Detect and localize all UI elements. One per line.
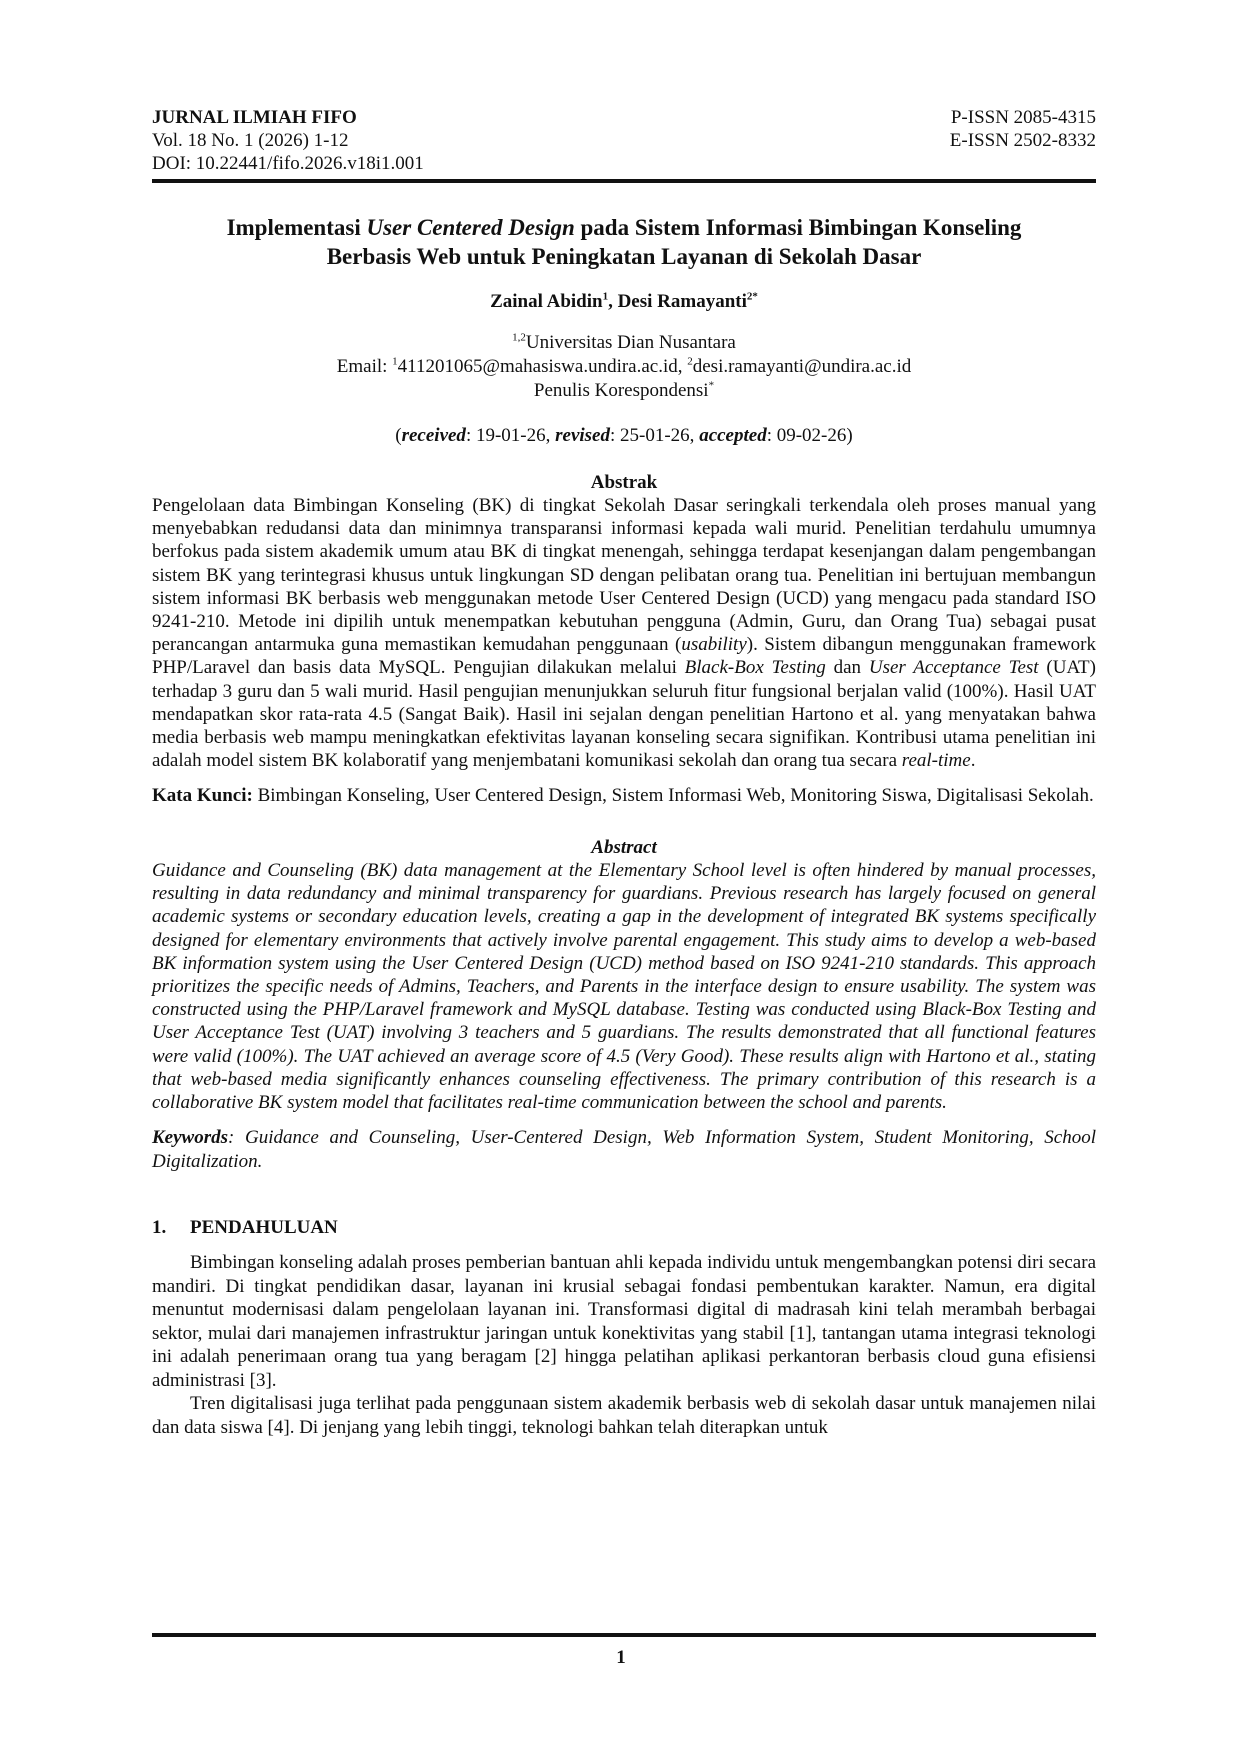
corresponding-note: Penulis Korespondensi* (533, 379, 715, 401)
affiliation-name: $^{1,2}$Universitas Dian Nusantara (512, 331, 736, 353)
page-number: 1 (616, 1647, 626, 1668)
intro-paragraph-1: Bimbingan konseling adalah proses pemberian bantuan ahli kepada individu untuk mengembangkan potensi diri secara mandiri. Di tingkat pendidikan dasar, layanan ini krusial sebagai fondasi pembentukan karakter. Namun, era digital menuntut modernisasi dalam pengelolaan layanan ini. Transformasi digital di madrasah kini telah merambah berbagai sektor, mulai dari manajemen infrastruktur jaringan untuk konektivitas yang stabil [1], tantangan utama integrasi teknologi ini adalah penerimaan orang tua yang beragam [2] hingga pelatihan aplikasi perkantoran berbasis cloud guna efisiensi administrasi [3]. (152, 1252, 1096, 1391)
journal-eissn: E-ISSN 2502-8332 (949, 130, 1096, 151)
kata-kunci: Kata Kunci: Bimbingan Konseling, User Centered Design, Sistem Informasi Web, Monitoring Siswa, Digitalisasi Sekolah. (152, 785, 1094, 807)
intro-paragraph-2: Tren digitalisasi juga terlihat pada penggunaan sistem akademik berbasis web di sekolah dasar untuk manajemen nilai dan data siswa [4]. Di jenjang yang lebih tinggi, teknologi bahkan telah diterapkan untuk (152, 1393, 1096, 1438)
journal-name: JURNAL ILMIAH FIFO (152, 107, 357, 128)
journal-volume: Vol. 18 No. 1 (2026) 1-12 (152, 130, 349, 151)
affiliation-block (152, 331, 1096, 403)
abstract-text: Guidance and Counseling (BK) data management at the Elementary School level is often hindered by manual processes, resulting in data redundancy and minimal transparency for guardians. Previous research has largely focused on general academic systems or secondary education levels, creating a gap in the development of integrated BK systems specifically designed for elementary environments that actively involve parental engagement. This study aims to develop a web-based BK information system using the User Centered Design (UCD) method based on ISO 9241-210 standards. This approach prioritizes the specific needs of Admins, Teachers, and Parents in the interface design to ensure usability. The system was constructed using the PHP/Laravel framework and MySQL database. Testing was conducted using Black-Box Testing and User Acceptance Test (UAT) involving 3 teachers and 5 guardians. The results demonstrated that all functional features were valid (100%). The UAT achieved an average score of 4.5 (Very Good). These results align with Hartono et al., stating that web-based media significantly enhances counseling effectiveness. The primary contribution of this research is a collaborative BK system model that facilitates real-time communication between the school and parents. (152, 859, 1096, 1113)
author-1: Zainal Abidin (490, 291, 603, 312)
paper-title: Implementasi User Centered Design pada Sistem Informasi Bimbingan Konseling Berbasis Web untuk Peningkatan Layanan di Sekolah Dasar (226, 215, 1022, 269)
journal-doi: DOI: 10.22441/fifo.2026.v18i1.001 (152, 153, 424, 174)
abstrak-text: Pengelolaan data Bimbingan Konseling (BK) di tingkat Sekolah Dasar seringkali terkendala oleh proses manual yang menyebabkan redudansi data dan minimnya transparansi informasi kepada wali murid. Penelitian terdahulu umumnya berfokus pada sistem akademik umum atau BK di tingkat menengah, sehingga terdapat kesenjangan dalam pengembangan sistem BK yang terintegrasi khusus untuk lingkungan SD dengan pelibatan orang tua. Penelitian ini bertujuan membangun sistem informasi BK berbasis web menggunakan metode User Centered Design (UCD) yang mengacu pada standard ISO 9241-210. Metode ini dipilih untuk menempatkan kebutuhan pengguna (Admin, Guru, dan Orang Tua) sebagai pusat perancangan antarmuka guna memastikan kemudahan penggunaan (usability). Sistem dibangun menggunakan framework PHP/Laravel dan basis data MySQL. Pengujian dilakukan melalui Black-Box Testing dan User Acceptance Test (UAT) terhadap 3 guru dan 5 wali murid. Hasil pengujian menunjukkan seluruh fitur fungsional berjalan valid (100%). Hasil UAT mendapatkan skor rata-rata 4.5 (Sangat Baik). Hasil ini sejalan dengan penelitian Hartono et al. yang menyatakan bahwa media berbasis web mampu meningkatkan efektivitas layanan konseling secara signifikan. Kontribusi utama penelitian ini adalah model sistem BK kolaboratif yang menjembatani komunikasi sekolah dan orang tua secara real-time. (152, 495, 1096, 772)
abstrak-heading: Abstrak (590, 472, 658, 493)
footer-rule (152, 1633, 1096, 1637)
abstract-heading: Abstract (591, 836, 657, 858)
author-2: Desi Ramayanti (617, 291, 747, 312)
header-rule (152, 179, 1096, 183)
journal-pissn: P-ISSN 2085-4315 (950, 107, 1096, 128)
author-emails: Email: $^1$411201065@mahasiswa.undira.ac.id, $^2$desi.ramayanti@undira.ac.id (336, 355, 912, 377)
keywords: Keywords: Guidance and Counseling, User-Centered Design, Web Information System, Student Monitoring, School Digitalization. (152, 1127, 1096, 1172)
section-heading-pendahuluan: 1. PENDAHULUAN (152, 1217, 338, 1239)
author-list: Zainal Abidin$^1$, Desi Ramayanti$^{2*}$ (490, 290, 758, 312)
paper-page (152, 106, 1096, 1439)
submission-dates: (received: 19-01-26, revised: 25-01-26, accepted: 09-02-26) (395, 425, 853, 446)
journal-header (152, 106, 1096, 175)
